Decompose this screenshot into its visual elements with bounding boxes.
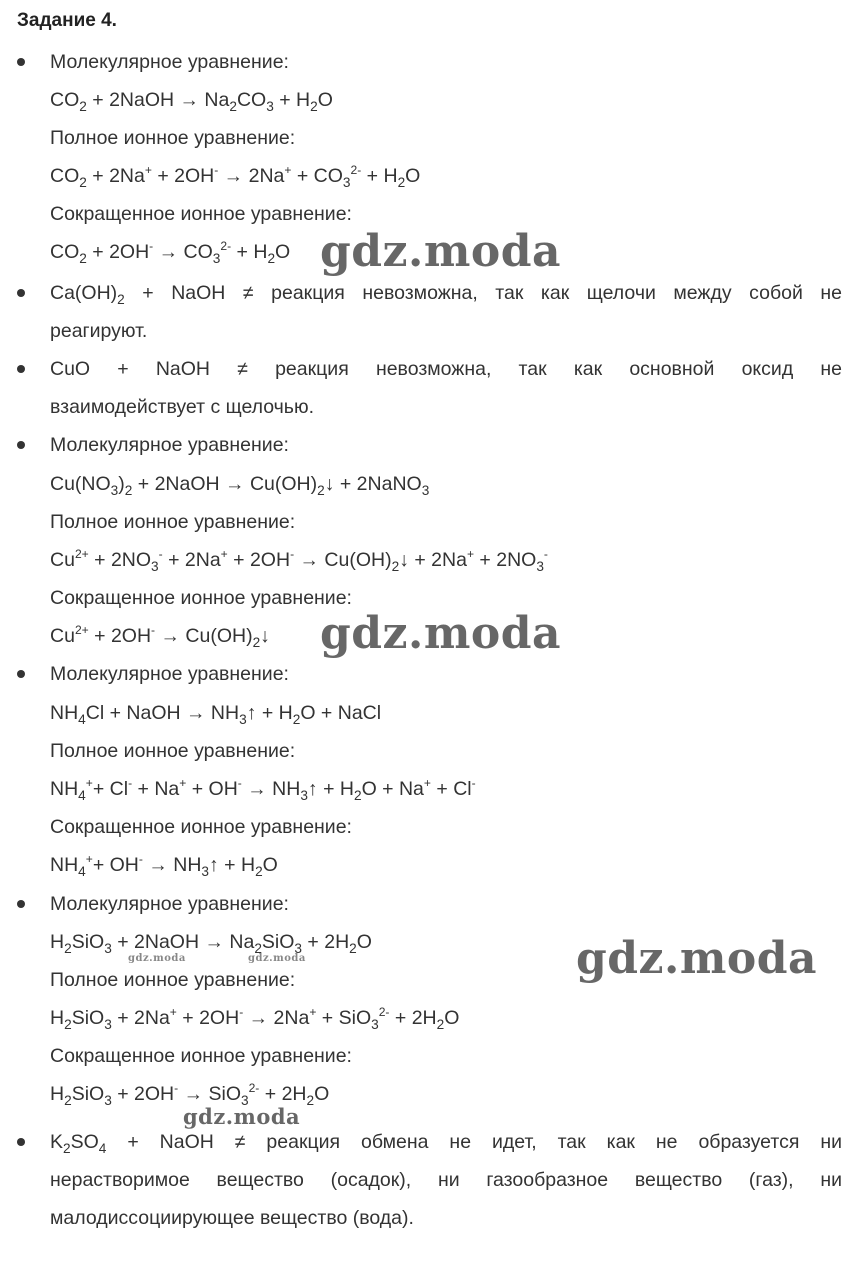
paragraph-line: малодиссоциирующее вещество (вода).	[50, 1207, 414, 1229]
full-ionic-equation-label: Полное ионное уравнение:	[50, 127, 296, 149]
watermark-logo: gdz.moda	[320, 226, 562, 277]
short-ionic-equation-label: Сокращенное ионное уравнение:	[50, 203, 352, 225]
molecular-equation-label: Молекулярное уравнение:	[50, 434, 289, 456]
bullet	[17, 900, 25, 908]
paragraph-line: $K_2SO_4$ + NaOH ≠ реакция обмена не идет, так как не образуется ни	[50, 1131, 842, 1156]
equation: $NH_4^++ Cl^- + Na^+ + OH^-$ → $NH_3↑ + H_2O + Na^+ + Cl^-$	[50, 776, 476, 803]
bullet	[17, 289, 25, 297]
watermark-logo: gdz.moda	[183, 1104, 301, 1129]
equation: $NH_4^++ OH^-$ → $NH_3↑ + H_2O$	[50, 852, 278, 879]
paragraph-line: взаимодействует с щелочью.	[50, 396, 315, 418]
watermark-logo: gdz.moda	[320, 608, 562, 659]
paragraph-line: CuO + NaOH ≠ реакция невозможна, так как основной оксид не	[50, 358, 842, 380]
watermark-logo: gdz.moda	[248, 953, 306, 964]
equation: $H_2SiO_3 + 2Na^+ + 2OH^- \to 2Na^+ + SiO_3^{2-} + 2H_2O$	[50, 1005, 460, 1032]
short-ionic-equation-label: Сокращенное ионное уравнение:	[50, 816, 352, 838]
equation: $CO_2$ + 2NaOH → $Na_2CO_3 + H_2O$	[50, 89, 333, 114]
full-ionic-equation-label: Полное ионное уравнение:	[50, 511, 296, 533]
molecular-equation-label: Молекулярное уравнение:	[50, 663, 289, 685]
bullet	[17, 670, 25, 678]
molecular-equation-label: Молекулярное уравнение:	[50, 51, 289, 73]
watermark-logo: gdz.moda	[576, 933, 818, 984]
bullet	[17, 441, 25, 449]
equation: $H_2SiO_3 + 2OH^- \to SiO_3^{2-} + 2H_2O$	[50, 1081, 330, 1108]
equation: $NH_4Cl$ + NaOH → $NH_3↑ + H_2O$ + NaCl	[50, 702, 382, 727]
paragraph-line: нерастворимое вещество (осадок), ни газообразное вещество (газ), ни	[50, 1169, 842, 1191]
equation: $CO_2 + 2OH^- \to CO_3^{2-} + H_2O$	[50, 239, 291, 266]
molecular-equation-label: Молекулярное уравнение:	[50, 893, 289, 915]
bullet	[17, 58, 25, 66]
task-heading: Задание 4.	[17, 10, 117, 31]
paragraph-line: реагируют.	[50, 320, 148, 342]
paragraph-line: $Ca(OH)_2$ + NaOH ≠ реакция невозможна, так как щелочи между собой не	[50, 282, 842, 307]
equation: $CO_2 + 2Na^+ + 2OH^- \to 2Na^+ + CO_3^{2-} + H_2O$	[50, 163, 421, 190]
bullet	[17, 1138, 25, 1146]
short-ionic-equation-label: Сокращенное ионное уравнение:	[50, 587, 352, 609]
watermark-logo: gdz.moda	[128, 953, 186, 964]
equation: $Cu^{2+} + 2OH^-$ → $Cu(OH)_2↓$	[50, 623, 270, 650]
equation: $Cu(NO_3)_2$ + 2NaOH → $Cu(OH)_2↓$ + 2NaNO$_3$	[50, 473, 430, 498]
bullet	[17, 365, 25, 373]
equation: $H_2SiO_3$ + 2NaOH → $Na_2SiO_3 + 2H_2O$	[50, 931, 372, 956]
short-ionic-equation-label: Сокращенное ионное уравнение:	[50, 1045, 352, 1067]
full-ionic-equation-label: Полное ионное уравнение:	[50, 969, 296, 991]
full-ionic-equation-label: Полное ионное уравнение:	[50, 740, 296, 762]
equation: $Cu^{2+} + 2NO_3^- + 2Na^+ + 2OH^-$ → $Cu(OH)_2↓ + 2Na^+ + 2NO_3^-$	[50, 547, 548, 574]
